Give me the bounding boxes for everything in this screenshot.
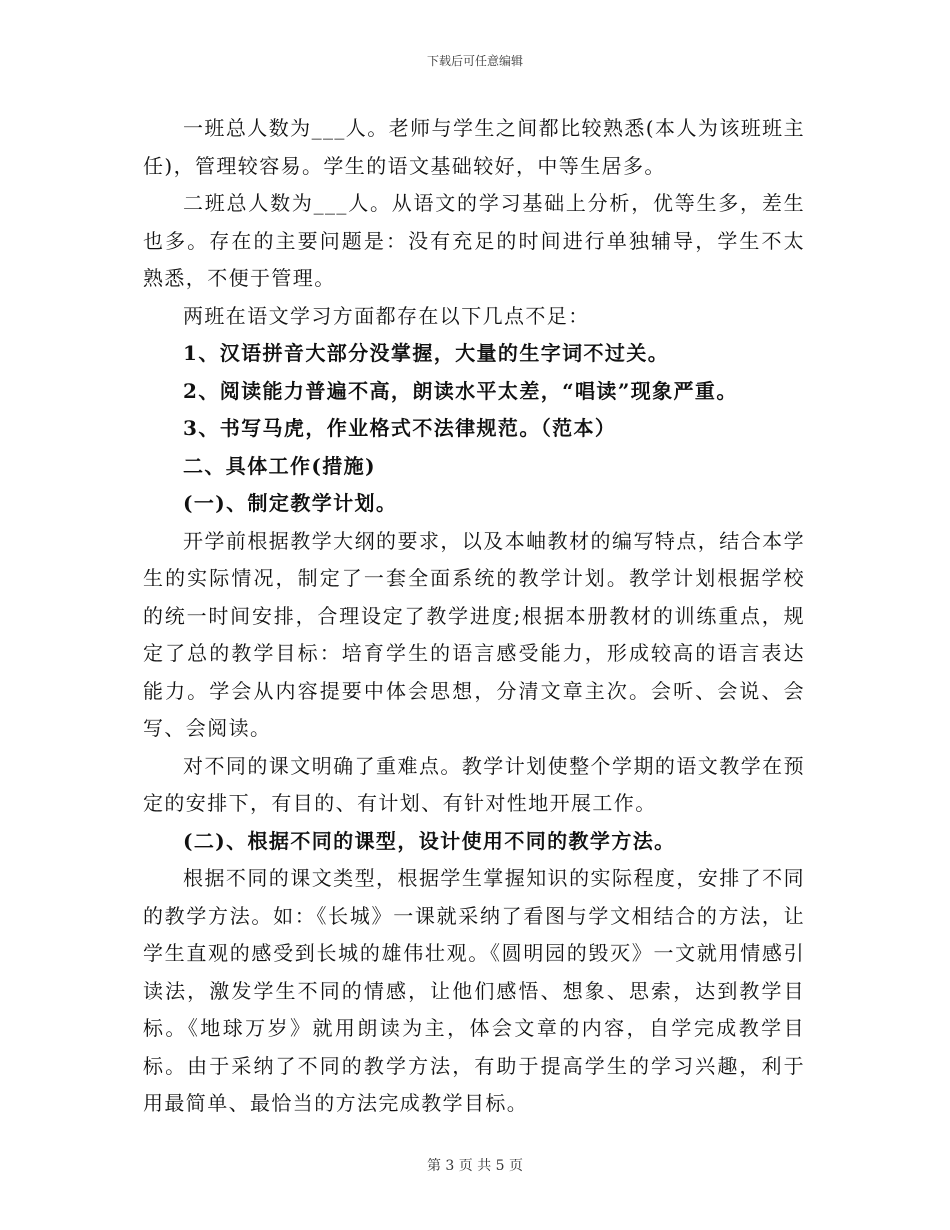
list-item-shortcoming-2: 2、阅读能力普遍不高，朗读水平太差，“唱读”现象严重。 [183,378,738,403]
list-item-shortcoming-1: 1、汉语拼音大部分没掌握，大量的生字词不过关。 [183,341,670,365]
subheading-teaching-methods: (二)、根据不同的课型，设计使用不同的教学方法。 [183,828,676,853]
document-body [143,110,805,1123]
section-heading-measures: 二、具体工作(措施) [183,453,376,478]
page-footer: 第 3 页 共 5 页 [426,1158,524,1174]
paragraph-shortcomings-intro: 两班在语文学习方面都存在以下几点不足： [183,303,590,328]
page-header: 下载后可任意编辑 [426,54,523,68]
paragraph-teaching-methods: 根据不同的课文类型，根据学生掌握知识的实际程度，安排了不同的教学方法。如：《长城》一课就采纳了看图与学文相结合的方法，让学生直观的感受到长城的雄伟壮观。《圆明园的毁灭》一文就用情感引读法，激发学生不同的情感，让他们感悟、想象、思索，达到教学目标。《地球万岁》就用朗读为主，体会文章的内容，自学完成教学目标。由于采纳了不同的教学方法，有助于提高学生的学习兴趣，利于用最简单、最恰当的方法完成教学目标。 [143,866,805,1115]
paragraph-teaching-plan: 开学前根据教学大纲的要求，以及本岫教材的编写特点，结合本学生的实际情况，制定了一套全面系统的教学计划。教学计划根据学校的统一时间安排，合理设定了教学进度;根据本册教材的训练重点，规定了总的教学目标：培育学生的语言感受能力，形成较高的语言表达能力。学会从内容提要中体会思想，分清文章主次。会听、会说、会写、会阅读。 [143,528,805,740]
subheading-teaching-plan: (一)、制定教学计划。 [183,491,398,515]
paragraph-class-one: 一班总人数为___人。老师与学生之间都比较熟悉(本人为该班班主任)，管理较容易。学生的语文基础较好，中等生居多。 [143,116,805,178]
list-item-shortcoming-3: 3、书写马虎，作业格式不法律规范。（范本） [183,416,617,440]
paragraph-key-points: 对不同的课文明确了重难点。教学计划使整个学期的语文教学在预定的安排下，有目的、有计划、有针对性地开展工作。 [143,753,805,815]
paragraph-class-two: 二班总人数为___人。从语文的学习基础上分析，优等生多，差生也多。存在的主要问题是：没有充足的时间进行单独辅导，学生不太熟悉，不便于管理。 [143,191,805,290]
